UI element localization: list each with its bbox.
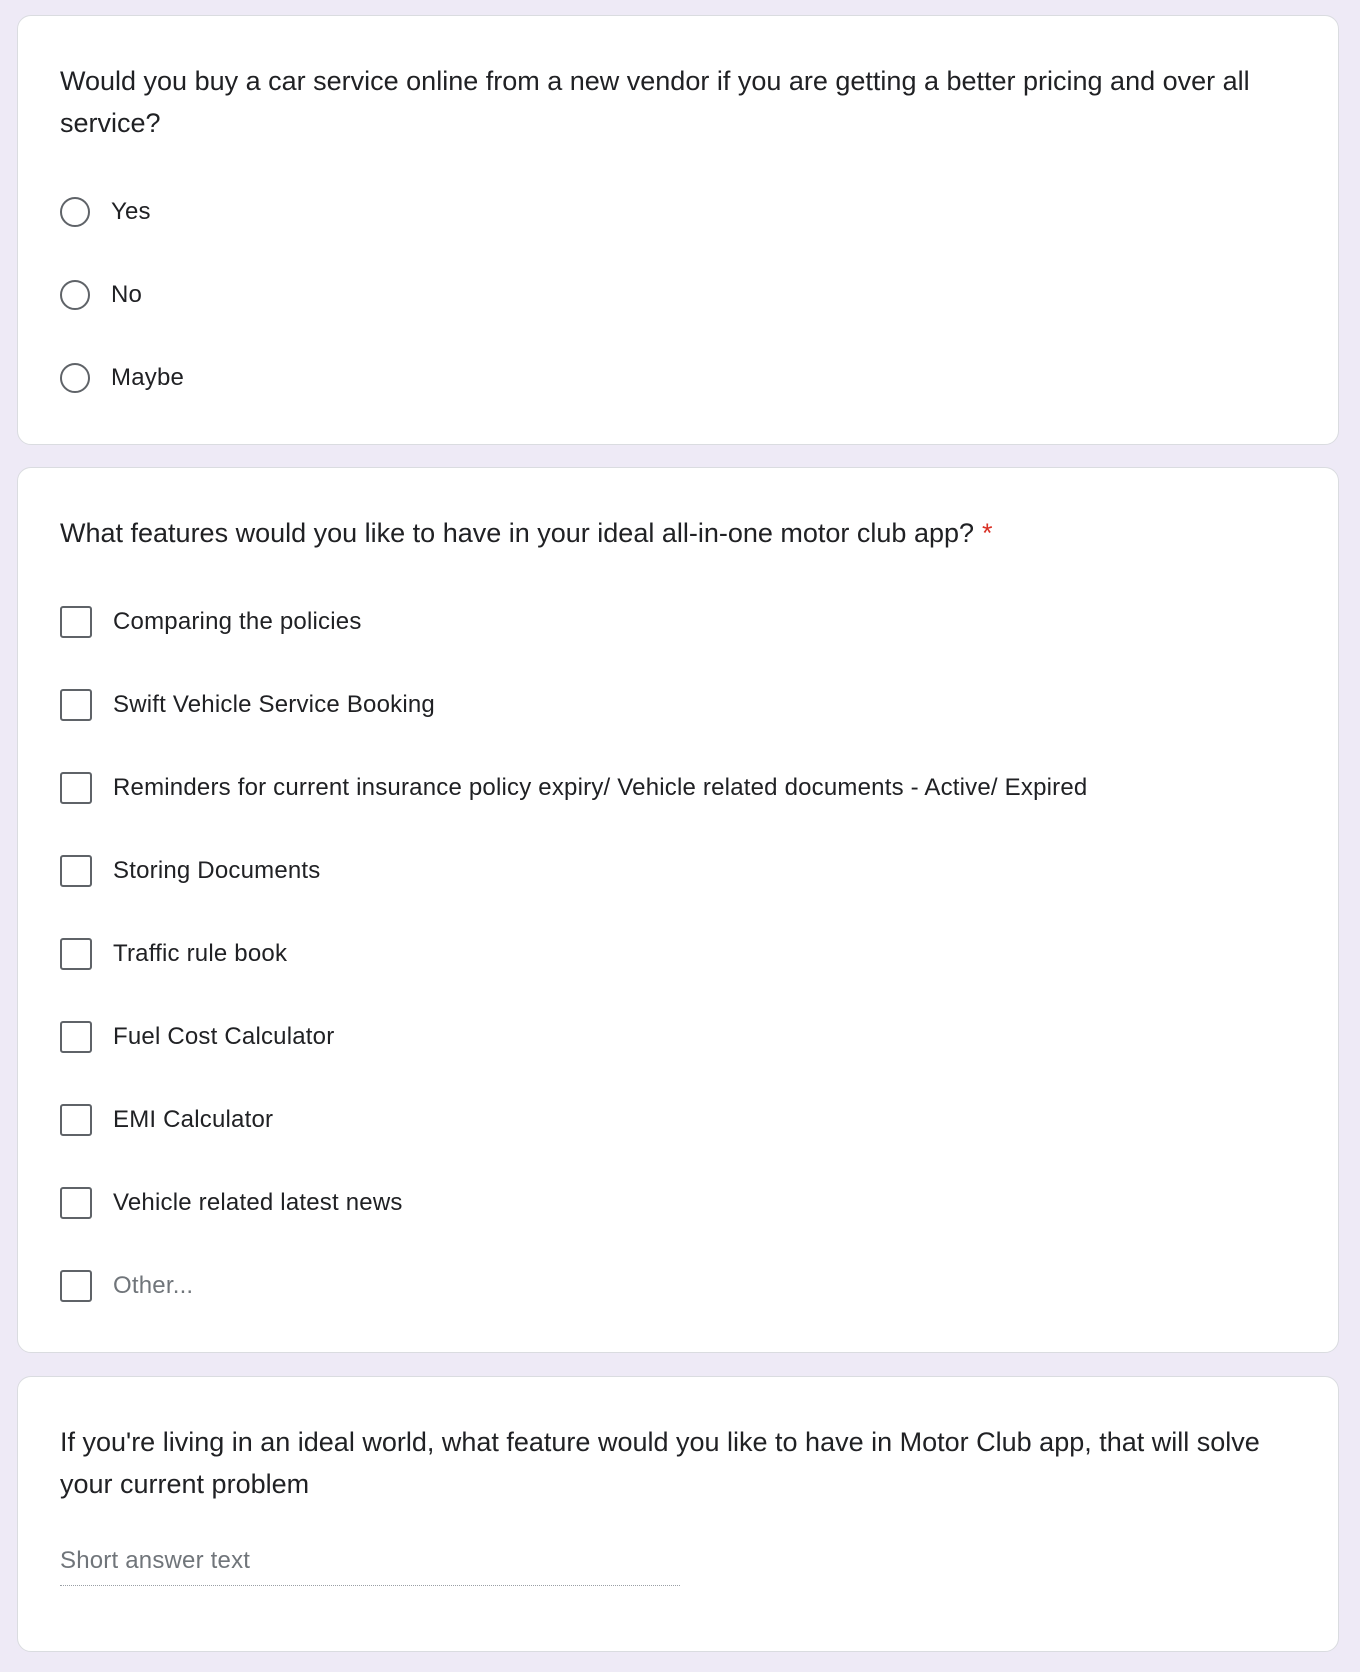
option-label-other[interactable]: Other... bbox=[113, 1271, 194, 1299]
radio-group bbox=[60, 170, 1296, 419]
radio-option-no[interactable] bbox=[60, 253, 1296, 336]
checkbox[interactable] bbox=[60, 1270, 92, 1302]
checkbox[interactable] bbox=[60, 606, 92, 638]
checkbox-option-latest-news[interactable] bbox=[60, 1161, 1296, 1244]
checkbox[interactable] bbox=[60, 1187, 92, 1219]
radio-option-yes[interactable] bbox=[60, 170, 1296, 253]
question-title bbox=[60, 512, 1296, 554]
radio-button[interactable] bbox=[60, 363, 90, 393]
option-label: Storing Documents bbox=[113, 856, 321, 884]
option-label: Vehicle related latest news bbox=[113, 1188, 403, 1216]
checkbox[interactable] bbox=[60, 1021, 92, 1053]
question-title: If you're living in an ideal world, what feature would you like to have in Motor Club app, that will solve your current problem bbox=[60, 1427, 1260, 1499]
checkbox-option-other[interactable] bbox=[60, 1244, 1296, 1327]
radio-button[interactable] bbox=[60, 280, 90, 310]
checkbox-option-fuel-cost-calculator[interactable] bbox=[60, 995, 1296, 1078]
question-text: What features would you like to have in your ideal all-in-one motor club app? bbox=[60, 518, 975, 548]
option-label: Yes bbox=[111, 197, 151, 225]
checkbox-option-reminders[interactable] bbox=[60, 746, 1296, 829]
checkbox-option-service-booking[interactable] bbox=[60, 663, 1296, 746]
question-title: Would you buy a car service online from a new vendor if you are getting a better pricing and over all service? bbox=[60, 66, 1250, 138]
short-answer-input[interactable]: Short answer text bbox=[60, 1547, 680, 1586]
checkbox-group bbox=[60, 580, 1296, 1327]
required-asterisk: * bbox=[982, 518, 993, 548]
option-label: Reminders for current insurance policy expiry/ Vehicle related documents - Active/ Expired bbox=[113, 773, 1088, 801]
option-label: Traffic rule book bbox=[113, 939, 288, 967]
option-label: Swift Vehicle Service Booking bbox=[113, 690, 435, 718]
question-card-features bbox=[17, 467, 1339, 1353]
question-card-car-service bbox=[17, 15, 1339, 445]
option-label: Fuel Cost Calculator bbox=[113, 1022, 335, 1050]
option-label: Comparing the policies bbox=[113, 607, 362, 635]
option-label: EMI Calculator bbox=[113, 1105, 274, 1133]
checkbox-option-storing-documents[interactable] bbox=[60, 829, 1296, 912]
radio-option-maybe[interactable] bbox=[60, 336, 1296, 419]
checkbox[interactable] bbox=[60, 938, 92, 970]
checkbox[interactable] bbox=[60, 1104, 92, 1136]
checkbox[interactable] bbox=[60, 772, 92, 804]
checkbox-option-comparing-policies[interactable] bbox=[60, 580, 1296, 663]
question-card-ideal-feature bbox=[17, 1376, 1339, 1652]
option-label: Maybe bbox=[111, 363, 185, 391]
radio-button[interactable] bbox=[60, 197, 90, 227]
checkbox-option-traffic-rule-book[interactable] bbox=[60, 912, 1296, 995]
checkbox[interactable] bbox=[60, 689, 92, 721]
option-label: No bbox=[111, 280, 143, 308]
checkbox-option-emi-calculator[interactable] bbox=[60, 1078, 1296, 1161]
checkbox[interactable] bbox=[60, 855, 92, 887]
